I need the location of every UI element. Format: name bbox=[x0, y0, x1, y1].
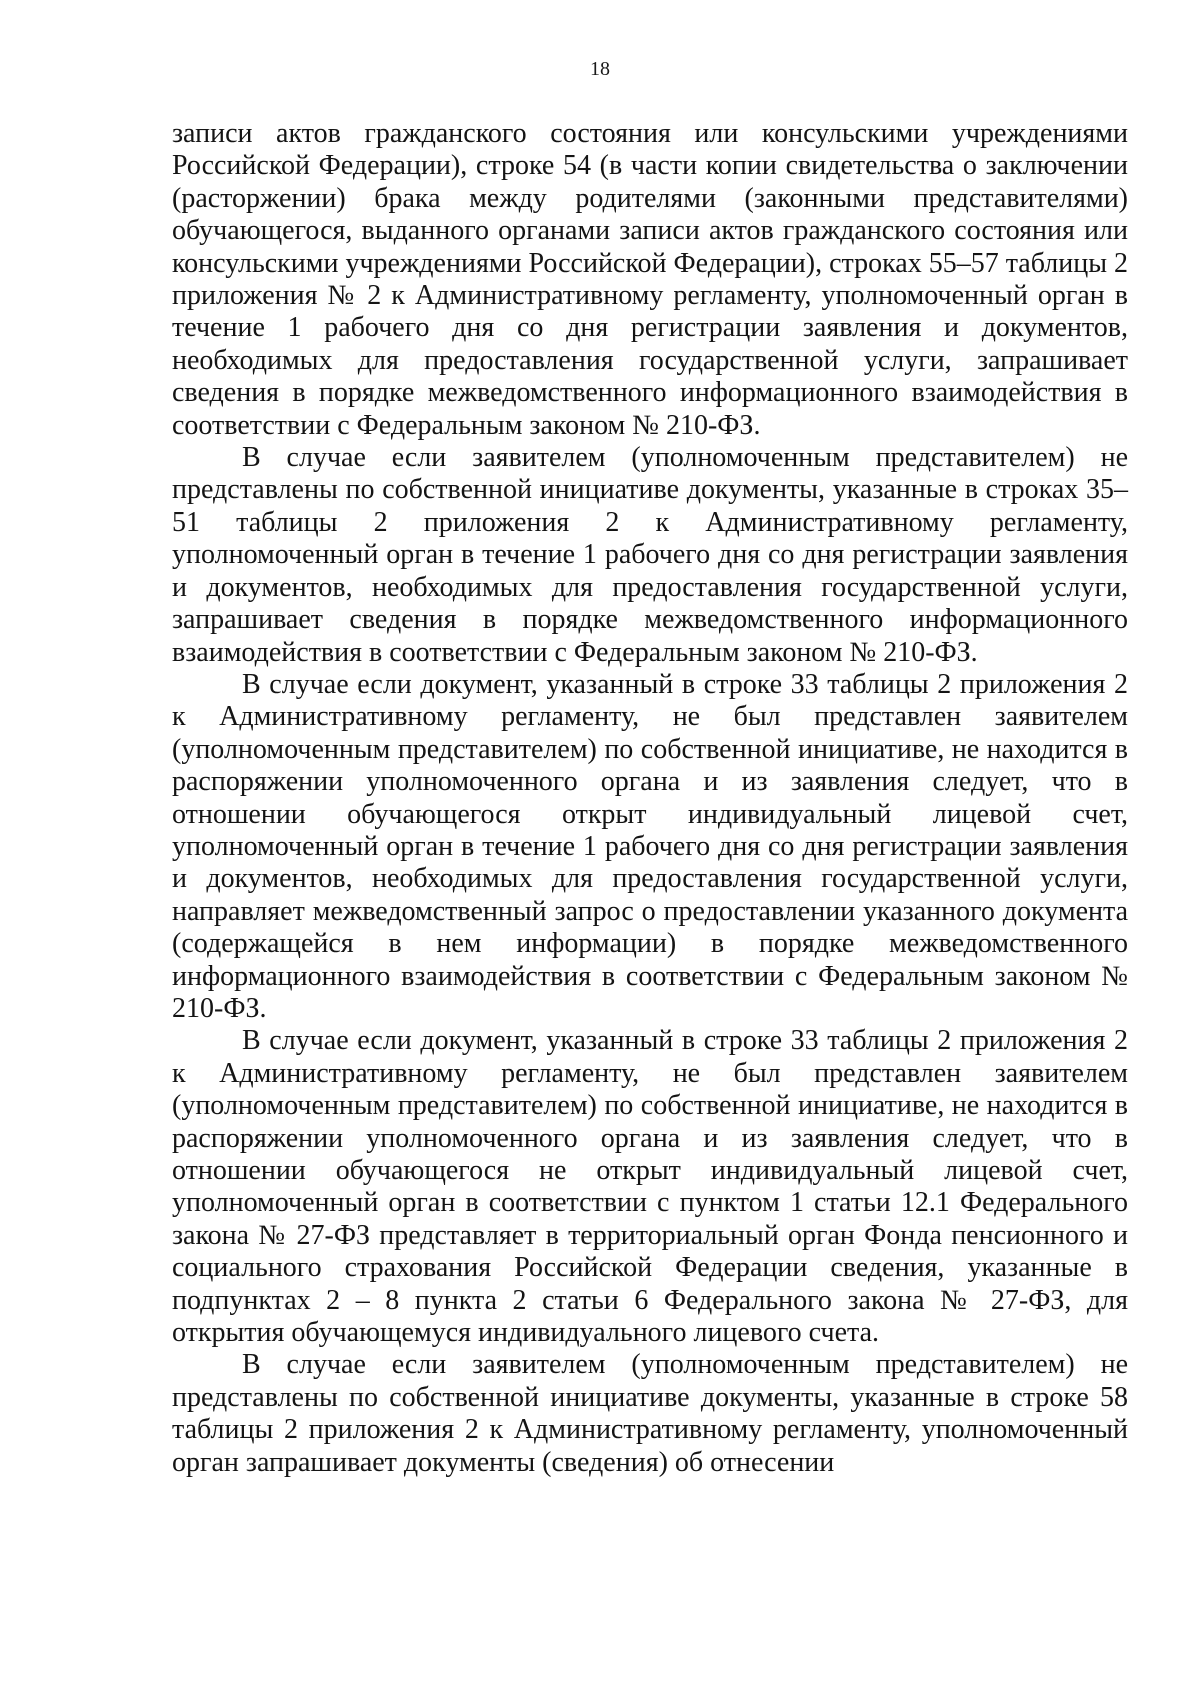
page-number: 18 bbox=[590, 58, 610, 80]
document-body bbox=[172, 118, 1128, 1479]
paragraph: В случае если документ, указанный в строке 33 таблицы 2 приложения 2 к Административному регламенту, не был представлен заявителем (уполномоченным представителем) по собственной инициативе, не находится в распоряжении уполномоченного органа и из заявления следует, что в отношении обучающегося не открыт индивидуальный лицевой счет, уполномоченный орган в соответствии с пунктом 1 статьи 12.1 Федерального закона № 27-ФЗ представляет в территориальный орган Фонда пенсионного и социального страхования Российской Федерации сведения, указанные в подпунктах 2 – 8 пункта 2 статьи 6 Федерального закона № 27-ФЗ, для открытия обучающемуся индивидуального лицевого счета. bbox=[172, 1025, 1128, 1349]
paragraph: В случае если заявителем (уполномоченным представителем) не представлены по собственной инициативе документы, указанные в строках 35–51 таблицы 2 приложения 2 к Административному регламенту, уполномоченный орган в течение 1 рабочего дня со дня регистрации заявления и документов, необходимых для предоставления государственной услуги, запрашивает сведения в порядке межведомственного информационного взаимодействия в соответствии с Федеральным законом № 210-ФЗ. bbox=[172, 442, 1128, 668]
paragraph: В случае если заявителем (уполномоченным представителем) не представлены по собственной инициативе документы, указанные в строке 58 таблицы 2 приложения 2 к Административному регламенту, уполномоченный орган запрашивает документы (сведения) об отнесении bbox=[172, 1349, 1128, 1478]
paragraph-continuation: записи актов гражданского состояния или консульскими учреждениями Российской Федерации), строке 54 (в части копии свидетельства о заключении (расторжении) брака между родителями (законными представителями) обучающегося, выданного органами записи актов гражданского состояния или консульскими учреждениями Российской Федерации), строках 55–57 таблицы 2 приложения № 2 к Административному регламенту, уполномоченный орган в течение 1 рабочего дня со дня регистрации заявления и документов, необходимых для предоставления государственной услуги, запрашивает сведения в порядке межведомственного информационного взаимодействия в соответствии с Федеральным законом № 210-ФЗ. bbox=[172, 118, 1129, 441]
paragraph: В случае если документ, указанный в строке 33 таблицы 2 приложения 2 к Административному регламенту, не был представлен заявителем (уполномоченным представителем) по собственной инициативе, не находится в распоряжении уполномоченного органа и из заявления следует, что в отношении обучающегося открыт индивидуальный лицевой счет, уполномоченный орган в течение 1 рабочего дня со дня регистрации заявления и документов, необходимых для предоставления государственной услуги, направляет межведомственный запрос о предоставлении указанного документа (содержащейся в нем информации) в порядке межведомственного информационного взаимодействия в соответствии с Федеральным законом № 210-ФЗ. bbox=[172, 668, 1128, 1024]
